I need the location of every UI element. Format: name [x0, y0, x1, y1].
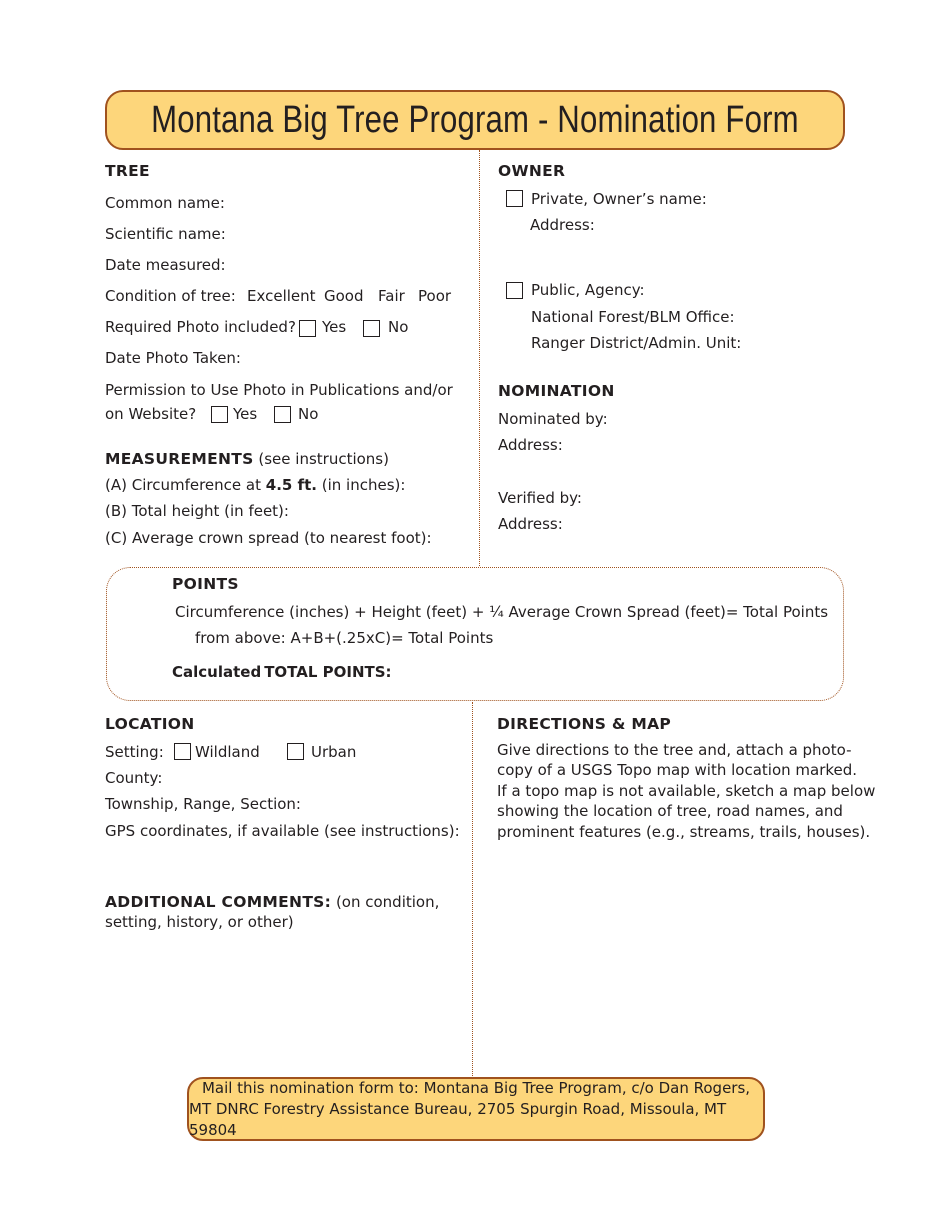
township-label: Township, Range, Section:	[105, 795, 301, 813]
permission-yes-checkbox[interactable]	[211, 406, 228, 423]
photo-included-yes-label: Yes	[322, 318, 347, 336]
lower-column-divider	[472, 702, 473, 1076]
directions-heading: DIRECTIONS & MAP	[497, 715, 672, 733]
nominator-address-label: Address:	[498, 436, 563, 454]
measurement-a-prefix: (A) Circumference at	[105, 476, 261, 494]
setting-wildland-checkbox[interactable]	[174, 743, 191, 760]
upper-column-divider	[479, 150, 480, 566]
location-heading: LOCATION	[105, 715, 195, 733]
national-forest-label: National Forest/BLM Office:	[531, 308, 735, 326]
permission-label-line1: Permission to Use Photo in Publications and/or	[105, 381, 453, 399]
nomination-heading: NOMINATION	[498, 382, 615, 400]
photo-included-label: Required Photo included?	[105, 318, 296, 336]
setting-urban-label: Urban	[311, 743, 357, 761]
mailing-address-box	[187, 1077, 765, 1141]
comments-note-line2: setting, history, or other)	[105, 913, 294, 931]
permission-yes-label: Yes	[233, 405, 258, 423]
photo-included-no-label: No	[388, 318, 409, 336]
form-title-banner	[105, 90, 845, 150]
nominated-by-label: Nominated by:	[498, 410, 608, 428]
measurements-heading: MEASUREMENTS	[105, 450, 254, 468]
verifier-address-label: Address:	[498, 515, 563, 533]
directions-text-line: prominent features (e.g., streams, trails, houses).	[497, 823, 871, 841]
owner-public-checkbox[interactable]	[506, 282, 523, 299]
setting-urban-checkbox[interactable]	[287, 743, 304, 760]
points-heading: POINTS	[172, 575, 239, 593]
directions-text-line: Give directions to the tree and, attach a photo-	[497, 741, 852, 759]
condition-option-fair[interactable]: Fair	[378, 287, 405, 305]
comments-heading-row	[105, 893, 439, 911]
verified-by-label: Verified by:	[498, 489, 582, 507]
directions-text-line: showing the location of tree, road names, and	[497, 802, 843, 820]
setting-label: Setting:	[105, 743, 164, 761]
date-measured-label: Date measured:	[105, 256, 226, 274]
common-name-label: Common name:	[105, 194, 225, 212]
directions-text-line: If a topo map is not available, sketch a map below	[497, 782, 876, 800]
photo-included-no-checkbox[interactable]	[363, 320, 380, 337]
mailing-line-1: Mail this nomination form to: Montana Big Tree Program, c/o Dan Rogers,	[201, 1078, 751, 1097]
calculated-total-row	[172, 663, 392, 681]
measurements-heading-row	[105, 450, 389, 468]
permission-no-label: No	[298, 405, 319, 423]
owner-private-label: Private, Owner’s name:	[531, 190, 707, 208]
comments-heading: ADDITIONAL COMMENTS:	[105, 893, 332, 911]
measurement-a-suffix: (in inches):	[321, 476, 406, 494]
form-title: Montana Big Tree Program - Nomination Form	[151, 98, 799, 141]
measurement-a-row	[105, 476, 405, 494]
directions-text-line: copy of a USGS Topo map with location marked.	[497, 761, 858, 779]
comments-note-line1: (on condition,	[335, 893, 440, 911]
measurement-c-label: (C) Average crown spread (to nearest foot):	[105, 529, 432, 547]
setting-wildland-label: Wildland	[195, 743, 260, 761]
measurements-heading-note: (see instructions)	[258, 450, 389, 468]
permission-no-checkbox[interactable]	[274, 406, 291, 423]
scientific-name-label: Scientific name:	[105, 225, 226, 243]
owner-public-label: Public, Agency:	[531, 281, 645, 299]
tree-heading: TREE	[105, 162, 150, 180]
condition-label: Condition of tree:	[105, 287, 236, 305]
date-photo-label: Date Photo Taken:	[105, 349, 241, 367]
gps-label: GPS coordinates, if available (see instructions):	[105, 822, 460, 840]
permission-label-line2: on Website?	[105, 405, 197, 423]
county-label: County:	[105, 769, 163, 787]
measurement-a-height: 4.5 ft.	[265, 476, 317, 494]
points-formula: Circumference (inches) + Height (feet) + ¼ Average Crown Spread (feet)= Total Points	[175, 603, 829, 621]
measurement-b-label: (B) Total height (in feet):	[105, 502, 289, 520]
calculated-label: Calculated	[172, 663, 262, 681]
condition-option-poor[interactable]: Poor	[418, 287, 452, 305]
owner-heading: OWNER	[498, 162, 566, 180]
points-from-above: from above: A+B+(.25xC)= Total Points	[195, 629, 494, 647]
condition-option-excellent[interactable]: Excellent	[247, 287, 316, 305]
condition-option-good[interactable]: Good	[324, 287, 364, 305]
mailing-line-2: MT DNRC Forestry Assistance Bureau, 2705 Spurgin Road, Missoula, MT 59804	[189, 1099, 727, 1139]
total-points-label: TOTAL POINTS:	[264, 663, 392, 681]
photo-included-yes-checkbox[interactable]	[299, 320, 316, 337]
owner-address-label: Address:	[530, 216, 595, 234]
owner-private-checkbox[interactable]	[506, 190, 523, 207]
ranger-district-label: Ranger District/Admin. Unit:	[531, 334, 742, 352]
